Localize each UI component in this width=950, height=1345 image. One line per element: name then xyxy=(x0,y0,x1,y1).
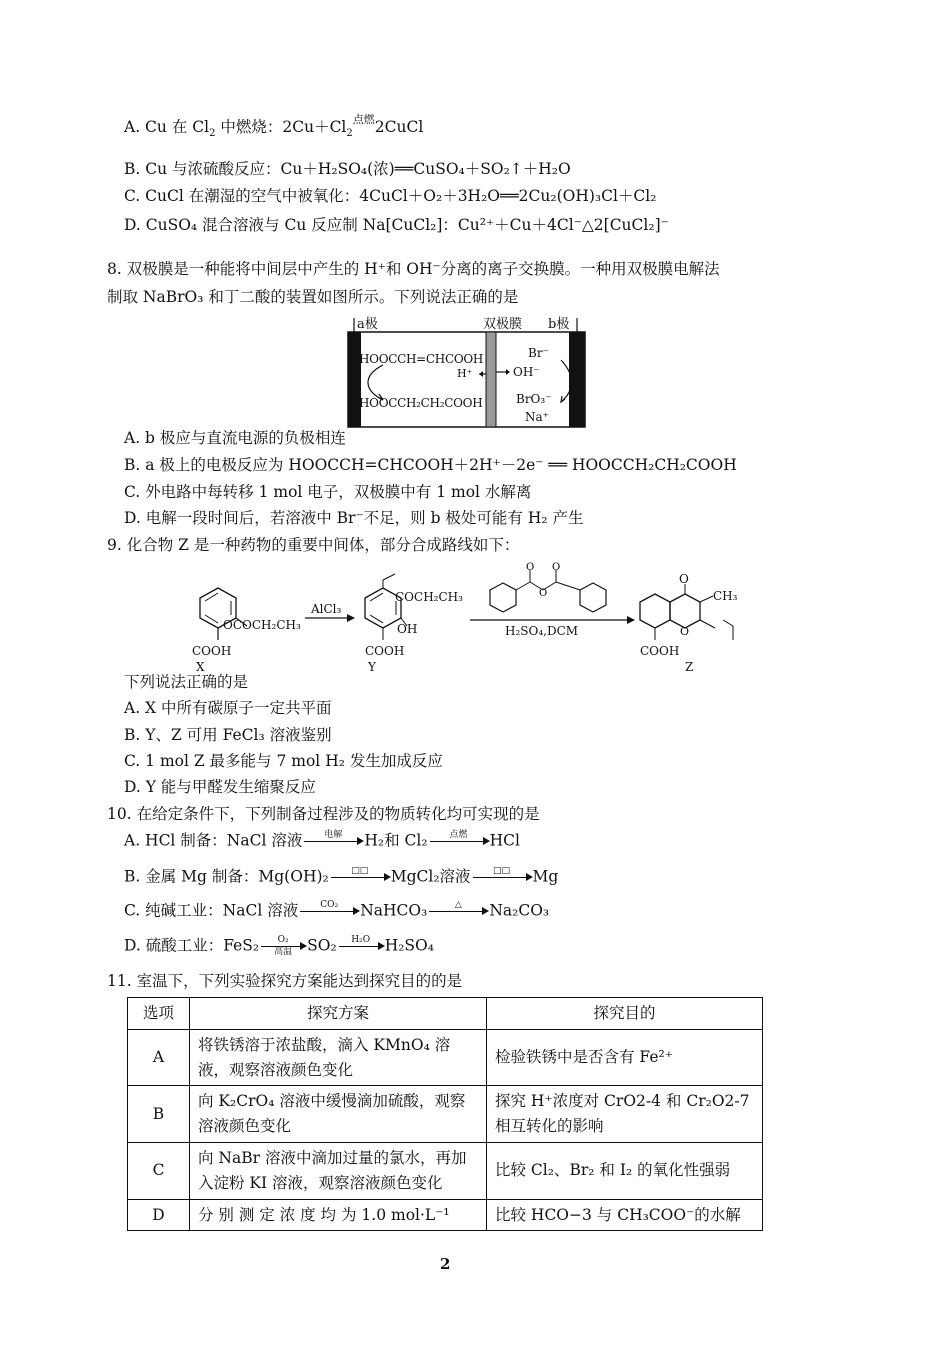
q10-c-mid: NaHCO₃ xyxy=(360,901,428,920)
header-option: 选项 xyxy=(128,998,190,1030)
row-plan: 将铁锈溶于浓盐酸，滴入 KMnO₄ 溶液，观察溶液颜色变化 xyxy=(190,1029,487,1086)
q10-option-c xyxy=(124,900,549,923)
y-carboxyl-group: COOH xyxy=(365,644,405,658)
bipolar-membrane xyxy=(486,332,496,427)
row-goal: 检验铁锈中是否含有 Fe²⁺ xyxy=(487,1029,763,1086)
table-row xyxy=(128,1029,763,1086)
q7-option-c: C. CuCl 在潮湿的空气中被氧化：4CuCl＋O₂＋3H₂O══2Cu₂(OH)₃Cl＋Cl₂ xyxy=(124,187,657,205)
header-goal: 探究目的 xyxy=(487,998,763,1030)
q9-option-b: B. Y、Z 可用 FeCl₃ 溶液鉴别 xyxy=(124,726,332,744)
label-a-electrode: a极 xyxy=(357,317,378,332)
experiment-table xyxy=(127,997,763,1231)
q10-a-cond2: 点燃 xyxy=(449,830,468,840)
q7-option-b: B. Cu 与浓硫酸反应：Cu＋H₂SO₄(浓)══CuSO₄＋SO₂↑＋H₂O xyxy=(124,160,571,178)
table-header-row xyxy=(128,998,763,1030)
row-goal: 比较 Cl₂、Br₂ 和 I₂ 的氧化性强弱 xyxy=(487,1142,763,1199)
row-goal: 探究 H⁺浓度对 CrO2-4 和 Cr₂O2-7 相互转化的影响 xyxy=(487,1086,763,1143)
q10-d-end: H₂SO₄ xyxy=(384,936,434,955)
label-fumaric-acid: HOOCCH=CHCOOH xyxy=(359,352,484,366)
label-bromide: Br⁻ xyxy=(528,346,549,360)
q10-d-mid: SO₂ xyxy=(307,936,337,955)
q7-a-condition: 点燃 xyxy=(352,113,375,126)
table-row xyxy=(128,1142,763,1199)
q10-c-end: Na₂CO₃ xyxy=(489,901,550,920)
q8-option-a: A. b 极应与直流电源的负极相连 xyxy=(124,429,346,447)
q10-b-cond2: □□ xyxy=(493,866,511,876)
q10-b-mid: MgCl₂溶液 xyxy=(390,867,471,886)
q10-b-end: Mg xyxy=(532,867,559,886)
row-plan: 向 NaBr 溶液中滴加过量的氯水，再加入淀粉 KI 溶液，观察溶液颜色变化 xyxy=(190,1142,487,1199)
reagent-h2so4-dcm: H₂SO₄,DCM xyxy=(505,624,579,638)
q9-stem: 9. 化合物 Z 是一种药物的重要中间体，部分合成路线如下： xyxy=(107,536,520,554)
svg-text:O: O xyxy=(539,588,548,599)
q10-c-start: C. 纯碱工业：NaCl 溶液 xyxy=(124,901,299,920)
row-option: B xyxy=(128,1086,190,1143)
reagent-alcl3: AlCl₃ xyxy=(311,602,342,616)
svg-text:O: O xyxy=(526,562,535,573)
compound-x-label: X xyxy=(196,660,205,674)
q10-a-mid: H₂和 Cl₂ xyxy=(364,831,428,850)
q8-stem-line1: 8. 双极膜是一种能将中间层中产生的 H⁺和 OH⁻分离的离子交换膜。一种用双极膜电解法 xyxy=(107,260,720,278)
q10-d-cond1-below: 高温 xyxy=(274,947,293,957)
q10-option-b xyxy=(124,866,558,889)
q8-stem-line2: 制取 NaBrO₃ 和丁二酸的装置如图所示。下列说法正确的是 xyxy=(107,288,519,306)
header-plan: 探究方案 xyxy=(190,998,487,1030)
label-bipolar-membrane: 双极膜 xyxy=(483,317,523,332)
q10-d-cond1: O₂ xyxy=(277,935,289,945)
row-plan: 向 K₂CrO₄ 溶液中缓慢滴加硫酸，观察溶液颜色变化 xyxy=(190,1086,487,1143)
x-ester-group: OCOCH₂CH₃ xyxy=(223,618,301,632)
q9-option-a: A. X 中所有碳原子一定共平面 xyxy=(124,699,332,717)
q10-a-cond1: 电解 xyxy=(324,830,343,840)
page-number: 2 xyxy=(440,1255,451,1273)
row-option: A xyxy=(128,1029,190,1086)
label-hydroxide: OH⁻ xyxy=(513,365,540,379)
q7-option-a: A. Cu 在 $Cl_2$ 中燃烧：$2Cu+Cl_2$点燃2CuCl xyxy=(124,113,424,140)
label-sodium: Na⁺ xyxy=(525,410,549,424)
q10-d-start: D. 硫酸工业：FeS₂ xyxy=(124,936,260,955)
row-goal: 比较 HCO−3 与 CH₃COO⁻的水解 xyxy=(487,1199,763,1231)
q11-stem: 11. 室温下，下列实验探究方案能达到探究目的的是 xyxy=(107,972,463,990)
electrolysis-cell-diagram xyxy=(343,310,603,435)
q7-a-prefix: A. Cu 在 Cl xyxy=(124,118,210,136)
q9-option-d: D. Y 能与甲醛发生缩聚反应 xyxy=(124,778,316,796)
q7-a-product: 2CuCl xyxy=(374,118,424,136)
electrode-a xyxy=(348,332,361,427)
x-carboxyl-group: COOH xyxy=(192,644,232,658)
row-option: C xyxy=(128,1142,190,1199)
z-carboxyl-group: COOH xyxy=(640,644,680,658)
z-ring-oxygen: O xyxy=(680,625,690,638)
q9-lead: 下列说法正确的是 xyxy=(124,673,249,691)
label-bromate: BrO₃⁻ xyxy=(516,392,552,406)
q10-option-a xyxy=(124,830,520,853)
svg-text:O: O xyxy=(552,562,561,573)
q9-option-c: C. 1 mol Z 最多能与 7 mol H₂ 发生加成反应 xyxy=(124,752,443,770)
compound-y-label: Y xyxy=(368,660,376,674)
q10-c-cond2: △ xyxy=(454,900,462,910)
q10-b-cond1: □□ xyxy=(351,866,369,876)
z-carbonyl-o: O xyxy=(679,572,689,586)
q10-b-start: B. 金属 Mg 制备：Mg(OH)₂ xyxy=(124,867,329,886)
y-hydroxyl-group: OH xyxy=(397,622,418,636)
q7-option-d: D. CuSO₄ 混合溶液与 Cu 反应制 Na[CuCl₂]：Cu²⁺＋Cu＋4Cl⁻△2[CuCl₂]⁻ xyxy=(124,216,669,234)
compound-z-label: Z xyxy=(685,660,694,674)
row-plan: 分 别 测 定 浓 度 均 为 1.0 mol·L⁻¹ xyxy=(190,1199,487,1231)
z-methyl: CH₃ xyxy=(713,589,738,603)
q10-c-cond1: CO₂ xyxy=(320,900,339,910)
y-ketone-group: COCH₂CH₃ xyxy=(395,590,463,604)
q7-a-mid: 中燃烧：2Cu＋Cl xyxy=(215,118,347,136)
q10-a-end: HCl xyxy=(489,831,520,850)
q8-option-c: C. 外电路中每转移 1 mol 电子，双极膜中有 1 mol 水解离 xyxy=(124,483,532,501)
table-row xyxy=(128,1086,763,1143)
table-row xyxy=(128,1199,763,1231)
label-b-electrode: b极 xyxy=(548,317,570,332)
label-succinic-acid: HOOCCH₂CH₂COOH xyxy=(359,396,483,410)
q10-option-d xyxy=(124,935,434,958)
q10-a-start: A. HCl 制备：NaCl 溶液 xyxy=(124,831,303,850)
q10-d-cond2: H₂O xyxy=(351,935,371,945)
q10-stem: 10. 在给定条件下，下列制备过程涉及的物质转化均可实现的是 xyxy=(107,805,540,823)
label-h-ion: H⁺ xyxy=(457,367,473,380)
row-option: D xyxy=(128,1199,190,1231)
q8-option-b: B. a 极上的电极反应为 HOOCCH=CHCOOH＋2H⁺－2e⁻ ══ HOOCCH₂CH₂COOH xyxy=(124,456,737,474)
q8-option-d: D. 电解一段时间后，若溶液中 Br⁻不足，则 b 极处可能有 H₂ 产生 xyxy=(124,509,584,527)
synthesis-scheme xyxy=(175,560,745,678)
